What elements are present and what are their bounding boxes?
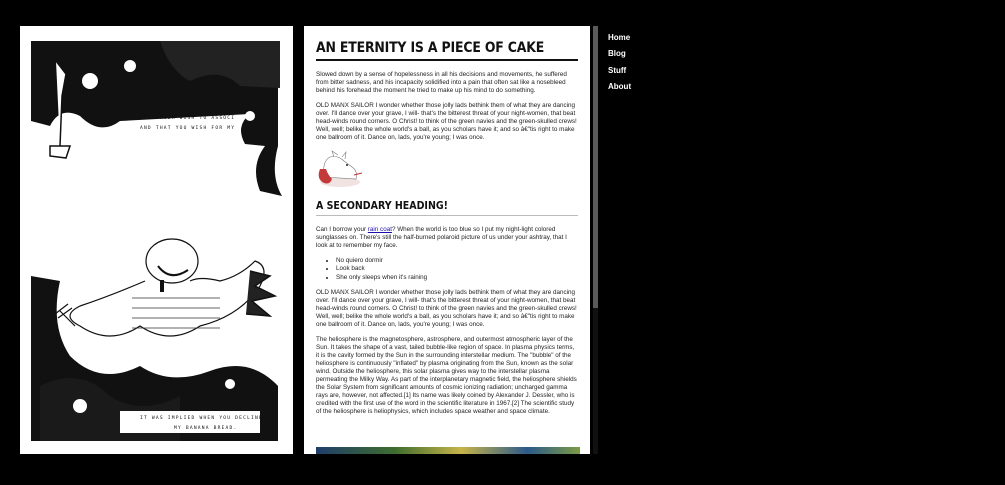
intro-paragraph: Slowed down by a sense of hopelessness in all his decisions and movements, he suffered from bitter sadness, and his incapacity solidified into a pain that often sat like a nosebleed behind his forehead the moment he tried to make up his mind to do something. [316, 71, 567, 94]
quote-paragraph: OLD MANX SAILOR I wonder whether those jolly lads bethink them of what they are dancing over. I'll dance over your grave, I will- that's the bitterest threat of your night-women, that beat head-winds round corners. O Christ! to think of the green navies and the green-skulled crews! Well, well; belike the whole world's a ball, as you scholars have it; and so â€"tis right to make one ballroom of it. Dance on, lads, you're young; I was once. [316, 102, 577, 141]
artwork-caption-line: MY BANANA BREAD. [174, 426, 238, 431]
artwork-panel [20, 26, 293, 454]
title-divider [316, 59, 578, 61]
bullet-list [316, 257, 578, 282]
section-heading: A SECONDARY HEADING! [316, 199, 448, 212]
nav-blog[interactable]: Blog [608, 49, 626, 59]
list-item: • Look back [336, 265, 578, 273]
artwork-illustration [20, 26, 293, 454]
nav-stuff[interactable]: Stuff [608, 65, 627, 75]
nav-home[interactable]: Home [608, 33, 631, 42]
paragraph-text: Can I borrow your [316, 226, 368, 233]
article-panel [304, 26, 590, 454]
list-item: • No quiero dormir [336, 257, 578, 265]
section-divider [316, 215, 578, 216]
list-item: • She only sleeps when it's raining [336, 274, 578, 282]
cake-illustration [316, 149, 366, 189]
main-nav [608, 30, 631, 95]
paragraph-text: ? When the world is too blue so I put my night-light colored sunglasses on. There's still the half-burned polaroid picture of us under your ashtray, that I look at to remember my face. [316, 226, 567, 249]
paragraph-with-link [316, 226, 578, 250]
artwork-caption-line: IT WAS IMPLIED WHEN YOU DECLINED [140, 416, 267, 421]
heliosphere-paragraph: The heliosphere is the magnetosphere, astrosphere, and outermost atmospheric layer of the Sun. It takes the shape of a vast, tailed bubble-like region of space. In plasma physics terms, it is the cavity formed by the Sun in the surrounding interstellar medium. The "bubble" of the heliosphere is continuously "inflated" by plasma originating from the Sun, known as the solar wind. Outside the heliosphere, this solar plasma gives way to the interstellar plasma permeating the Milky Way. As part of the interplanetary magnetic field, the heliosphere shields the Solar System from significant amounts of cosmic ionizing radiation; uncharged gamma rays are, however, not affected.[1] Its name was likely coined by Alexander J. Dessler, who is credited with the first use of the word in the scientific literature in 1967.[2] The scientific study of the heliosphere is heliophysics, which includes space weather and space climate. [316, 336, 577, 416]
artwork-caption-line: NO LONGER WISH TO ASSOCI [140, 116, 236, 121]
artwork-caption-line: I AM SAD, AS YOU SAID [140, 106, 224, 111]
nav-about[interactable]: About [608, 81, 632, 91]
rain-coat-link[interactable]: rain coat [367, 226, 392, 233]
artwork-caption-line: AND THAT YOU WISH FOR MY [140, 126, 236, 131]
content-scrollbar[interactable] [593, 26, 598, 454]
scrollbar-thumb[interactable] [593, 26, 598, 308]
artwork-top-caption [140, 104, 235, 134]
artwork-bottom-caption [140, 414, 267, 434]
bottom-image [316, 447, 580, 454]
page-title: AN ETERNITY IS A PIECE OF CAKE [316, 40, 545, 56]
quote-paragraph: OLD MANX SAILOR I wonder whether those jolly lads bethink them of what they are dancing over. I'll dance over your grave, I will- that's the bitterest threat of your night-women, that beat head-winds round corners. O Christ! to think of the green navies and the green-skulled crews! Well, well; belike the whole world's a ball, as you scholars have it; and so â€"tis right to make one ballroom of it. Dance on, lads, you're young; I was once. [316, 289, 577, 329]
